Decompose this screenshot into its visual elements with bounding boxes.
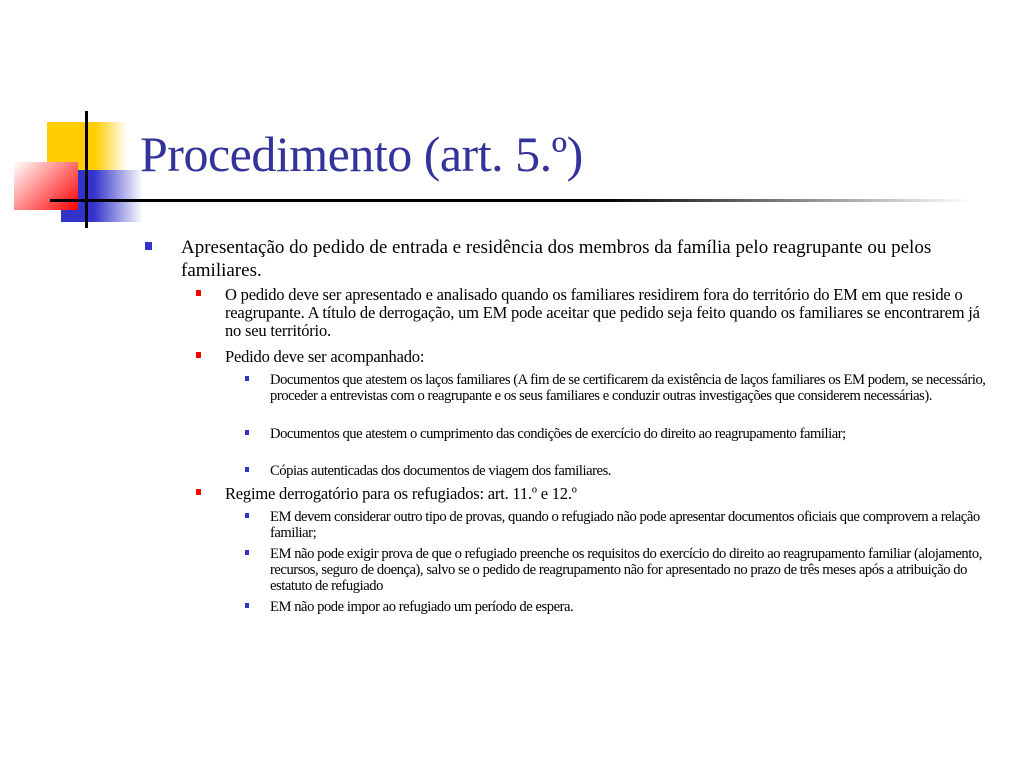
square-bullet-icon	[196, 290, 201, 296]
square-bullet-icon	[245, 513, 249, 518]
decor-vertical-line	[85, 111, 88, 228]
square-bullet-icon	[245, 550, 249, 555]
square-bullet-icon	[245, 467, 249, 472]
bullet-item: O pedido deve ser apresentado e analisado quando os familiares residirem fora do território do EM em que reside o reagrupante. A título de derrogação, um EM pode aceitar que pedido seja feito quando os familiares se encontrarem já no seu território.	[225, 285, 980, 340]
square-bullet-icon	[196, 489, 201, 495]
bullet-item: Documentos que atestem os laços familiares (A fim de se certificarem da existência de laços familiares os EM podem, se necessário, proceder a entrevistas com o reagrupante e os seus familiares e conduzir outras investigações que considerem necessárias).	[270, 372, 986, 404]
square-bullet-icon	[196, 352, 201, 358]
bullet-item: EM não pode impor ao refugiado um período de espera.	[270, 599, 574, 615]
bullet-item: Regime derrogatório para os refugiados: art. 11.º e 12.º	[225, 484, 577, 503]
bullet-item: Pedido deve ser acompanhado:	[225, 347, 425, 366]
square-bullet-icon	[245, 430, 249, 435]
bullet-item: Apresentação do pedido de entrada e residência dos membros da família pelo reagrupante ou pelos familiares.	[181, 237, 932, 281]
slide-title: Procedimento (art. 5.º)	[140, 126, 583, 182]
square-bullet-icon	[245, 376, 249, 381]
bullet-item: EM não pode exigir prova de que o refugiado preenche os requisitos do exercício do direito ao reagrupamento familiar (alojamento, recursos, seguro de doença), salvo se o pedido de reagrupamento não for apresentado no prazo de três meses após a atribuição do estatuto de refugiado	[270, 546, 982, 594]
title-underline	[50, 199, 970, 202]
bullet-item: EM devem considerar outro tipo de provas, quando o refugiado não pode apresentar documentos oficiais que comprovem a relação familiar;	[270, 509, 980, 541]
bullet-item: Cópias autenticadas dos documentos de viagem dos familiares.	[270, 463, 611, 479]
square-bullet-icon	[245, 603, 249, 608]
decor-red-square	[14, 162, 78, 210]
square-bullet-icon	[145, 242, 152, 250]
bullet-item: Documentos que atestem o cumprimento das condições de exercício do direito ao reagrupamento familiar;	[270, 426, 846, 442]
